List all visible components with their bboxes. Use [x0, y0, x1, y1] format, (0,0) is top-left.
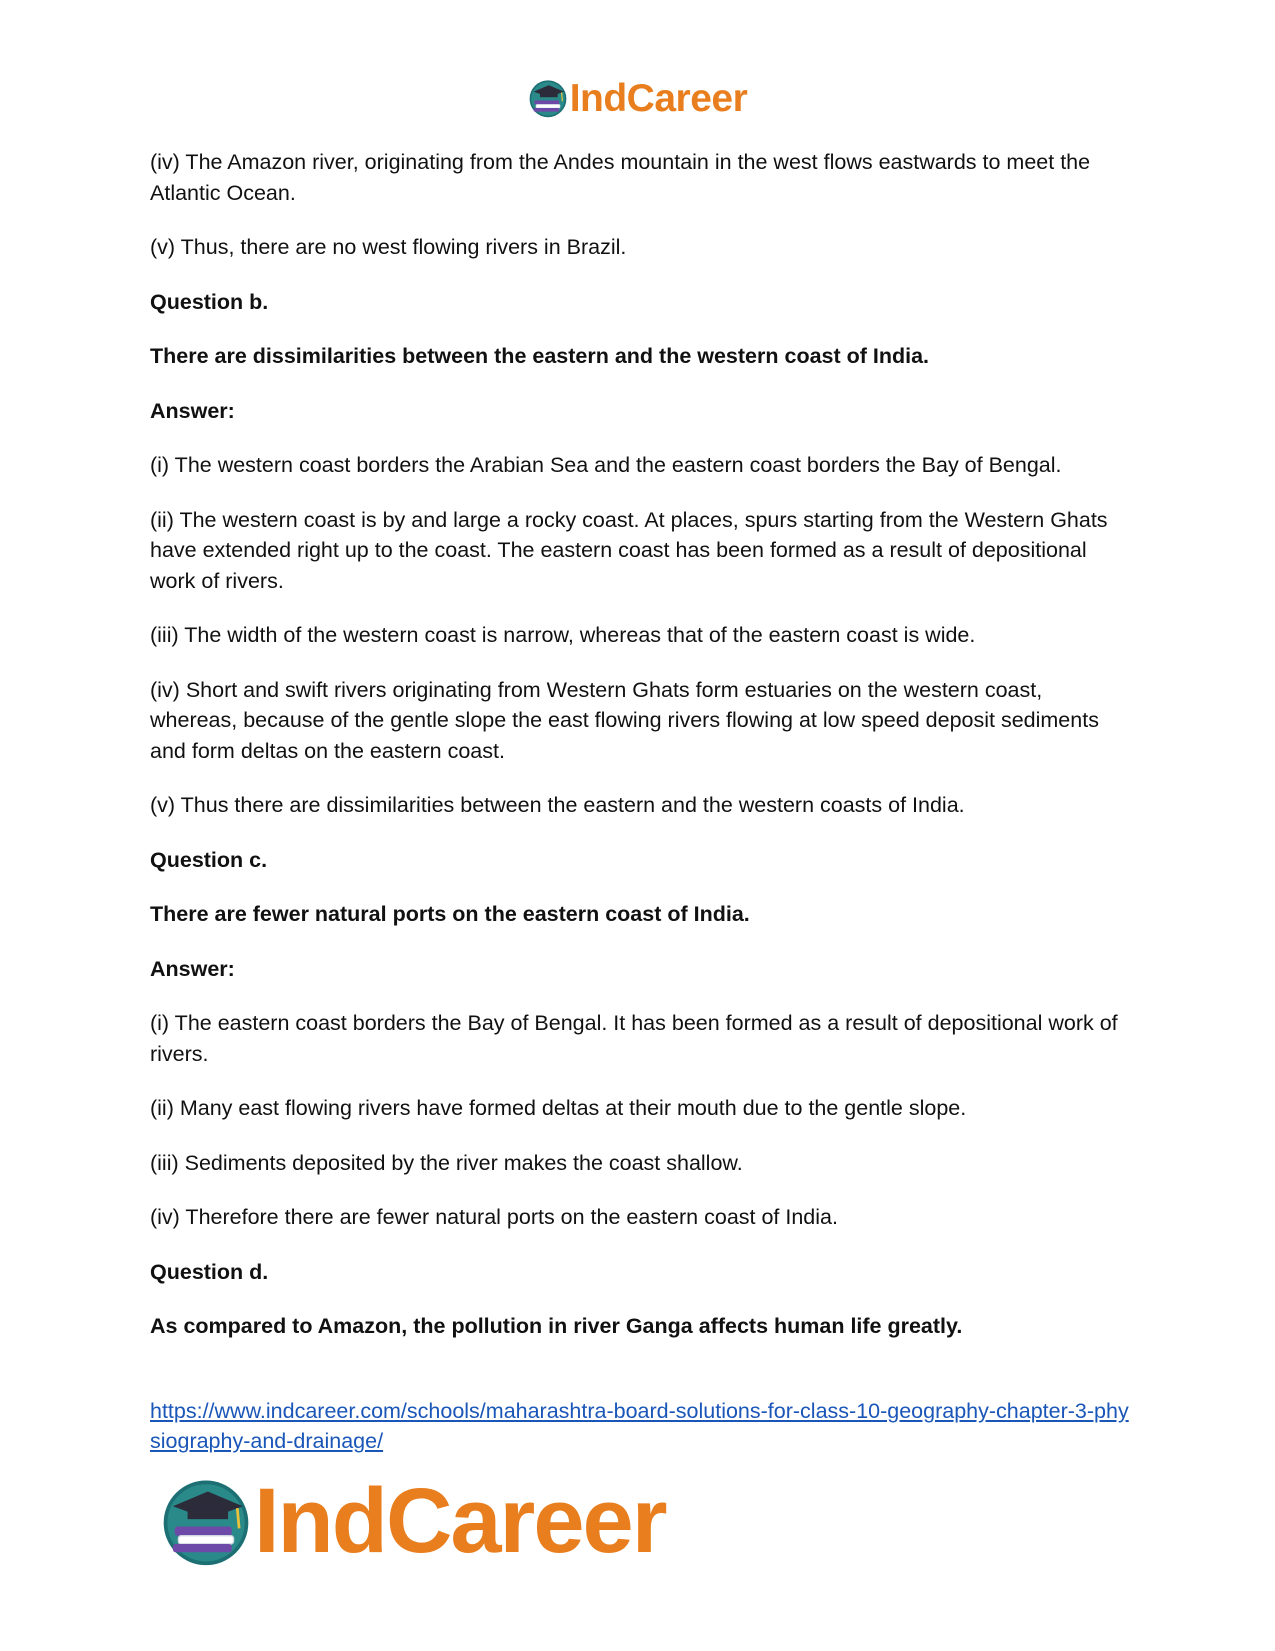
source-link-block	[150, 1396, 1130, 1456]
header-logo	[528, 78, 748, 118]
body-paragraph: (v) Thus, there are no west flowing rivers in Brazil.	[150, 235, 627, 259]
header-logo-text: IndCareer	[569, 76, 748, 120]
heading-paragraph: As compared to Amazon, the pollution in river Ganga affects human life greatly.	[150, 1314, 963, 1338]
body-paragraph: (i) The western coast borders the Arabian Sea and the eastern coast borders the Bay of Bengal.	[150, 453, 1062, 477]
body-paragraph: (ii) The western coast is by and large a rocky coast. At places, spurs starting from the Western Ghats have extended right up to the coast. The eastern coast has been formed as a result of depositional work of rivers.	[150, 507, 1108, 593]
body-paragraph: (i) The eastern coast borders the Bay of Bengal. It has been formed as a result of depositional work of rivers.	[150, 1011, 1118, 1066]
heading-paragraph: Question c.	[150, 847, 268, 872]
footer-logo-text: IndCareer	[254, 1470, 666, 1572]
heading-paragraph: Question b.	[150, 289, 269, 314]
footer-logo	[160, 1470, 666, 1572]
body-paragraph: (iv) Therefore there are fewer natural ports on the eastern coast of India.	[150, 1205, 838, 1229]
heading-paragraph: Question d.	[150, 1259, 269, 1284]
body-paragraph: (iii) The width of the western coast is narrow, whereas that of the eastern coast is wide.	[150, 623, 976, 647]
header	[0, 78, 1275, 118]
graduation-book-icon	[160, 1475, 252, 1567]
body-paragraph: (v) Thus there are dissimilarities between the eastern and the western coasts of India.	[150, 793, 965, 817]
body-paragraph: (ii) Many east flowing rivers have formed deltas at their mouth due to the gentle slope.	[150, 1096, 967, 1120]
footer-logo-block	[160, 1470, 666, 1572]
body-paragraph: (iv) Short and swift rivers originating from Western Ghats form estuaries on the western coast, whereas, because of the gentle slope the east flowing rivers flowing at low speed deposit sediments and form deltas on the eastern coast.	[150, 677, 1099, 763]
source-link[interactable]: https://www.indcareer.com/schools/maharashtra-board-solutions-for-class-10-geography-chapter-3-physiography-and-drainage/	[150, 1399, 1129, 1453]
document-body	[150, 147, 1130, 1366]
heading-paragraph: There are dissimilarities between the eastern and the western coast of India.	[150, 344, 930, 368]
heading-paragraph: Answer:	[150, 398, 235, 423]
heading-paragraph: There are fewer natural ports on the eastern coast of India.	[150, 902, 750, 926]
body-paragraph: (iii) Sediments deposited by the river makes the coast shallow.	[150, 1150, 743, 1175]
heading-paragraph: Answer:	[150, 956, 235, 981]
graduation-book-icon	[528, 78, 568, 118]
body-paragraph: (iv) The Amazon river, originating from the Andes mountain in the west flows eastwards to meet the Atlantic Ocean.	[150, 150, 1091, 205]
